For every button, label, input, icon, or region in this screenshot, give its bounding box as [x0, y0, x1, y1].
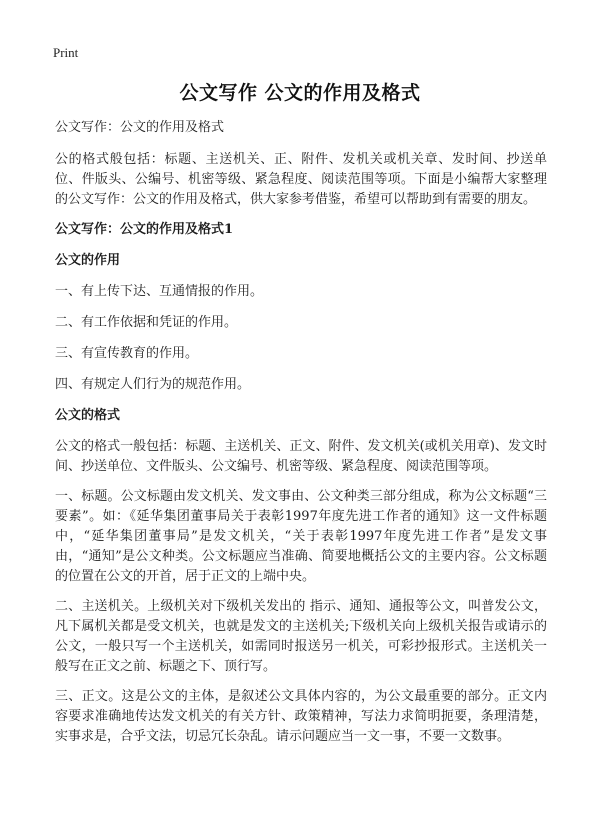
format-heading: 公文的格式 — [55, 408, 121, 423]
format-item-paragraph: 一、标题。公文标题由发文机关、发文事由、公文种类三部分组成，称为公文标题“三要素”。如：《延华集团董事局关于表彰1997年度先进工作者的通知》这一文件标题中，“延华集团董事局”是发文机关，“关于表彰1997年度先进工作者”是发文事由，“通知”是公文种类。公文标题应当准确、简要地概括公文的主要内容。公文标题的位置在公文的开首，居于正文的上端中央。 — [55, 489, 547, 584]
role-item: 一、有上传下达、互通情报的作用。 — [55, 284, 264, 299]
document-subtitle: 公文写作：公文的作用及格式 — [55, 120, 225, 135]
print-label: Print — [53, 45, 79, 60]
role-heading: 公文的作用 — [55, 253, 121, 268]
format-item-paragraph: 三、正文。这是公文的主体，是叙述公文具体内容的，为公文最重要的部分。正文内容要求准确地传达发文机关的有关方针、政策精神，写法力求简明扼要，条理清楚，实事求是，合乎文法，切忌冗长杂乱。请示问题应当一文一事，不要一文数事。 — [55, 689, 547, 744]
document-body — [55, 118, 547, 757]
page-title: 公文写作 公文的作用及格式 — [179, 82, 421, 104]
role-item: 四、有规定人们行为的规范作用。 — [55, 377, 251, 392]
intro-paragraph: 公的格式般包括：标题、主送机关、正、附件、发机关或机关章、发时间、抄送单位、件版头、公编号、机密等级、紧急程度、阅读范围等项。下面是小编帮大家整理的公文写作：公文的作用及格式，供大家参考借鉴，希望可以帮助到有需要的朋友。 — [55, 152, 547, 207]
format-item-paragraph: 二、主送机关。上级机关对下级机关发出的 指示、通知、通报等公文，叫普发公文，凡下属机关都是受文机关，也就是发文的主送机关;下级机关向上级机关报告或请示的公文，一般只写一个主送机关，如需同时报送另一机关，可彩抄报形式。主送机关一般写在正文之前、标题之下、顶行写。 — [55, 599, 547, 674]
format-intro-paragraph: 公文的格式一般包括：标题、主送机关、正文、附件、发文机关(或机关用章)、发文时间、抄送单位、文件版头、公文编号、机密等级、紧急程度、阅读范围等项。 — [55, 439, 547, 474]
role-item: 三、有宣传教育的作用。 — [55, 346, 199, 361]
role-item: 二、有工作依据和凭证的作用。 — [55, 315, 238, 330]
section-heading: 公文写作：公文的作用及格式1 — [55, 222, 234, 237]
